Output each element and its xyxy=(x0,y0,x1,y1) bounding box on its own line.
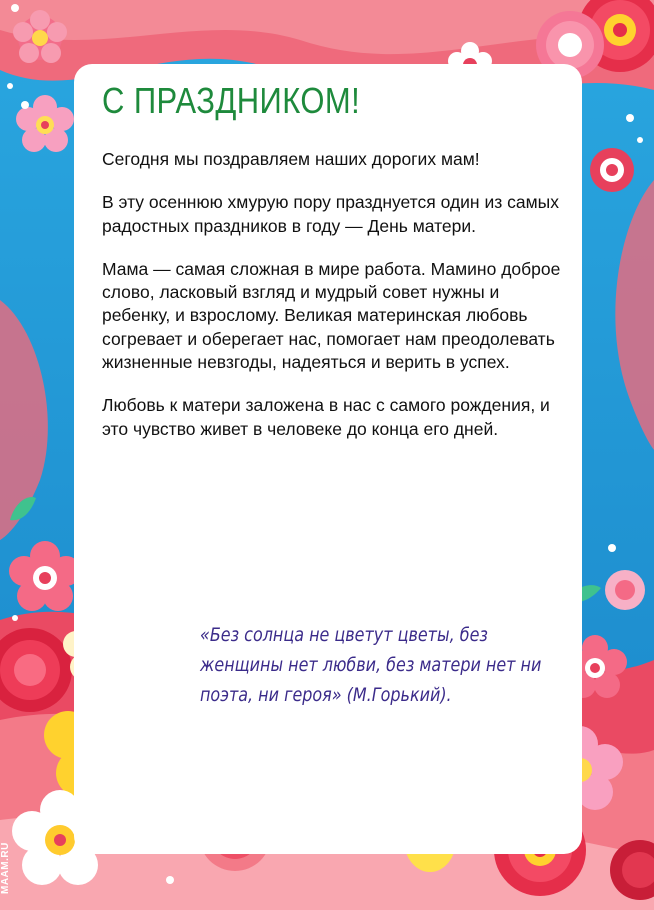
paragraph-2: В эту осеннюю хмурую пору празднуется один из самых радостных праздников в году — День матери. xyxy=(102,192,559,236)
card-body xyxy=(102,148,572,461)
paragraph-1: Сегодня мы поздравляем наших дорогих мам! xyxy=(102,149,480,169)
paragraph-3: Мама — самая сложная в мире работа. Мамино доброе слово, ласковый взгляд и мудрый совет нужны и ребенку, и взрослому. Великая материнская любовь согревает и оберегает нас, помогает нам преодолевать жизненные невзгоды, надеяться и верить в успех. xyxy=(102,258,561,373)
paragraph-4: Любовь к матери заложена в нас с самого рождения, и это чувство живет в человеке до конца его дней. xyxy=(102,395,550,439)
site-watermark: MAAM.RU xyxy=(0,842,11,894)
quote-text: «Без солнца не цветут цветы, без женщины нет любви, без матери нет ни поэта, ни героя» (М.Горький). xyxy=(200,624,542,706)
card-title: С ПРАЗДНИКОМ! xyxy=(102,80,361,121)
